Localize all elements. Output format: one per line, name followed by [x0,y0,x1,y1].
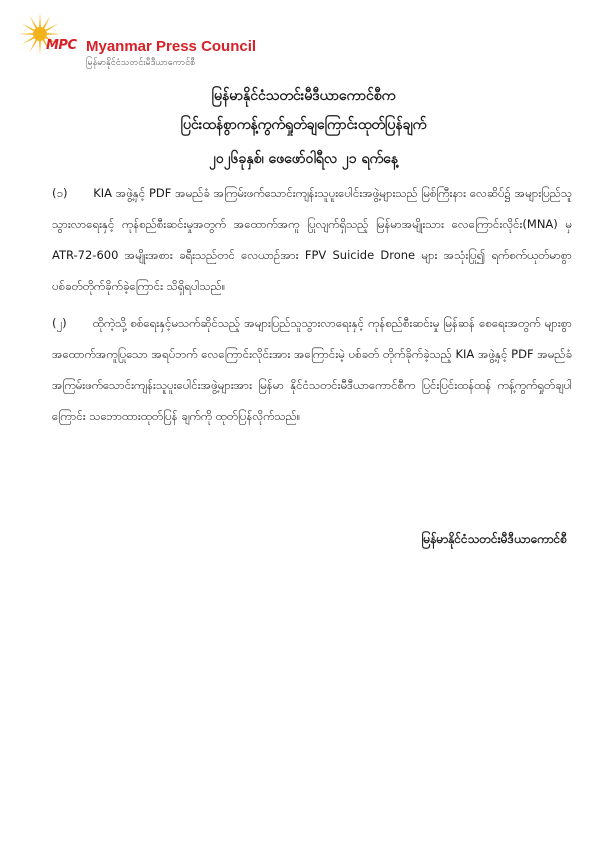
logo-star-ray [39,13,41,27]
logo-subtitle: မြန်မာနိုင်ငံသတင်းမီဒီယာကောင်စီ [86,58,196,68]
logo-star-ray [39,41,41,55]
logo-star-ray [22,37,35,45]
logo-abbreviation: MPC [46,38,77,53]
paragraph-1 [52,178,572,302]
mpc-logo [18,12,257,68]
logo-name: Myanmar Press Council [86,38,257,55]
statement-issuer: မြန်မာနိုင်ငံသတင်းမီဒီယာကောင်စီက [211,88,396,104]
paragraph-2-number: (၂) [52,316,67,330]
paragraph-1-text: KIA အဖွဲ့နှင့် PDF အမည်ခံ အကြမ်းဖက်သောင်းကျန်းသူပူးပေါင်းအဖွဲ့များသည် မြစ်ကြီးနား လေဆိပ်၌ အများပြည်သူ သွားလာရေးနှင့် ကုန်စည်စီးဆင်းမှုအတွက် အထောက်အကူ ပြုလျက်ရှိသည့် မြန်မာအမျိုးသား လေကြောင်းလိုင်း(MNA) မှ ATR-72-600 အမျိုးအစား ခရီးသည်တင် လေယာဉ်အား FPV Suicide Drone များ အသုံးပြု၍ ရက်စက်ယုတ်မာစွာ ပစ်ခတ်တိုက်ခိုက်ခဲ့ကြောင်း သိရှိရပါသည်။ [52,186,572,293]
logo-star-ray [47,33,61,35]
paragraph-2 [52,308,572,432]
logo-star-center [33,27,47,41]
logo-star-ray [30,40,38,53]
paragraph-1-number: (၁) [52,186,68,200]
signature: မြန်မာနိုင်ငံသတင်းမီဒီယာကောင်စီ [421,532,567,546]
logo-star-ray [43,16,51,29]
logo-star-ray [30,16,38,29]
statement-date: ၂၀၂၆ခုနှစ်၊ ဖေဖော်ဝါရီလ ၂၁ ရက်နေ့ [208,151,399,167]
logo-star-ray [46,24,59,32]
paragraph-2-text: ထိုကဲ့သို့ စစ်ရေးနှင့်မသက်ဆိုင်သည့် အများပြည်သူသွားလာရေးနှင့် ကုန်စည်စီးဆင်းမှု မြန်ဆန် စေရေးအတွက် များစွာအထောက်အကူပြုသော အရပ်ဘက် လေကြောင်းလိုင်းအား အကြောင်းမဲ့ ပစ်ခတ် တိုက်ခိုက်ခဲ့သည့် KIA အဖွဲ့နှင့် PDF အမည်ခံအကြမ်းဖက်သောင်းကျန်းသူပူးပေါင်းအဖွဲ့များအား မြန်မာ နိုင်ငံသတင်းမီဒီယာကောင်စီက ပြင်းပြင်းထန်ထန် ကန့်ကွက်ရှုတ်ချပါကြောင်း သဘောထားထုတ်ပြန် ချက်ကို ထုတ်ပြန်လိုက်သည်။ [52,316,572,423]
logo-star-ray [19,33,33,35]
logo-star-ray [22,24,35,32]
statement-title: ပြင်းထန်စွာကန့်ကွက်ရှုတ်ချကြောင်းထုတ်ပြန်ချက် [180,117,427,133]
